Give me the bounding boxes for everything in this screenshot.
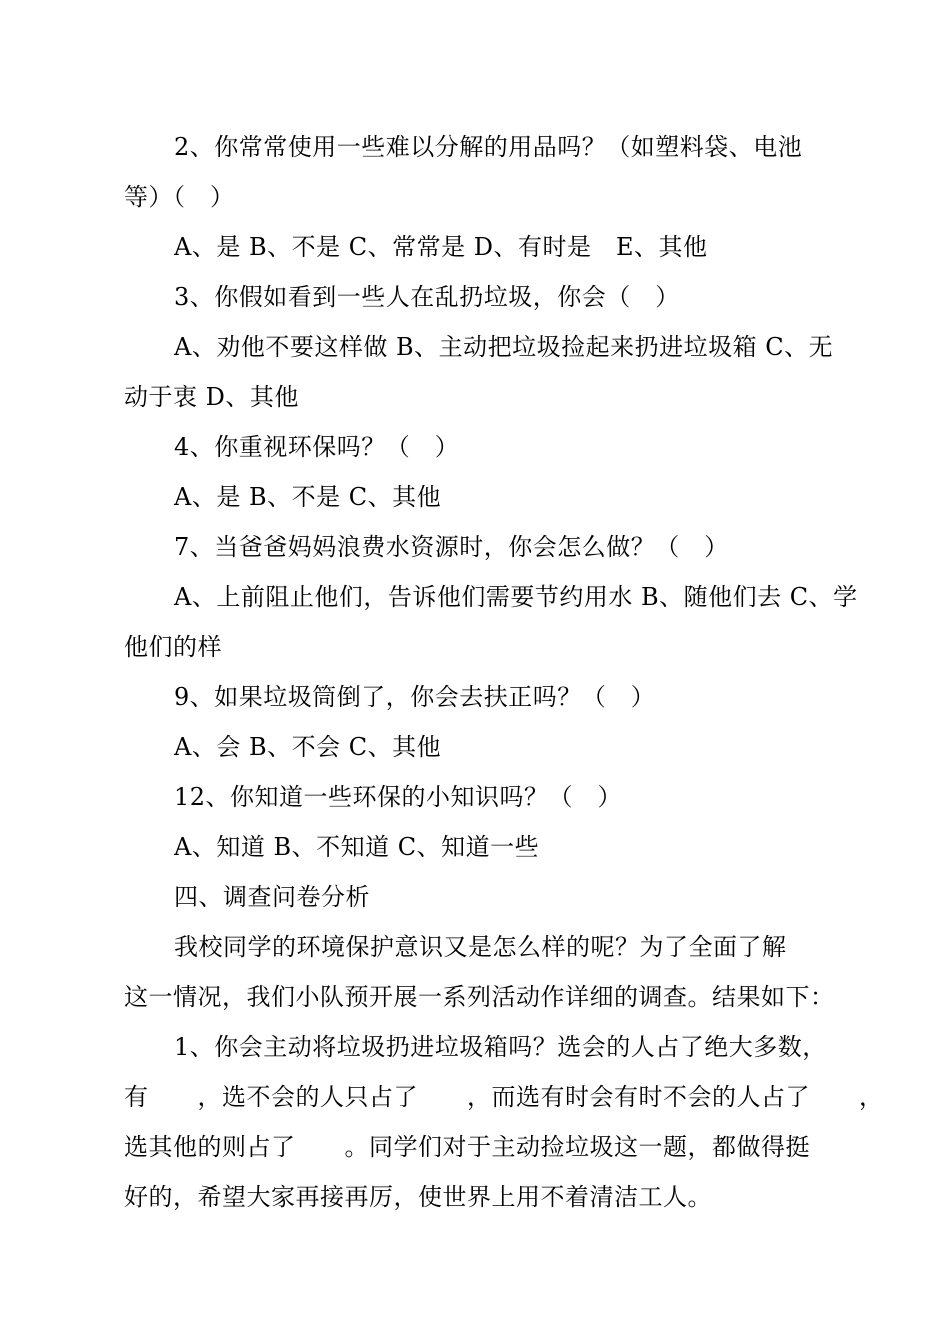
paragraph-line: 这一情况，我们小队预开展一系列活动作详细的调查。结果如下： [124, 983, 835, 1011]
paragraph-line: 他们的样 [124, 633, 222, 661]
paragraph-line: 我校同学的环境保护意识又是怎么样的呢？为了全面了解 [174, 933, 787, 961]
paragraph-line: 有 ，选不会的人只占了 ，而选有时会有时不会的人占了 ， [124, 1083, 884, 1111]
section-heading: 四、调查问卷分析 [174, 883, 370, 911]
paragraph-line: 4、你重视环保吗？（ ） [174, 433, 460, 461]
paragraph-line: A、是 B、不是 C、常常是 D、有时是 E、其他 [174, 233, 708, 261]
paragraph-line: 2、你常常使用一些难以分解的用品吗？（如塑料袋、电池 [174, 133, 803, 161]
document-page [124, 122, 884, 1222]
paragraph-line: 选其他的则占了 。同学们对于主动捡垃圾这一题，都做得挺 [124, 1133, 810, 1161]
paragraph-line: 12、你知道一些环保的小知识吗？（ ） [174, 783, 623, 811]
paragraph-line: 动于衷 D、其他 [124, 383, 299, 411]
paragraph-line: A、是 B、不是 C、其他 [174, 483, 442, 511]
paragraph-line: 1、你会主动将垃圾扔进垃圾箱吗？选会的人占了绝大多数， [174, 1033, 827, 1061]
paragraph-line: A、会 B、不会 C、其他 [174, 733, 442, 761]
paragraph-line: A、知道 B、不知道 C、知道一些 [174, 833, 540, 861]
paragraph-line: 等）（ ） [124, 183, 235, 211]
paragraph-line: 7、当爸爸妈妈浪费水资源时，你会怎么做？（ ） [174, 533, 729, 561]
paragraph-line: A、上前阻止他们，告诉他们需要节约用水 B、随他们去 C、学 [174, 583, 858, 611]
paragraph-line: 3、你假如看到一些人在乱扔垃圾，你会（ ） [174, 283, 680, 311]
paragraph-line: A、劝他不要这样做 B、主动把垃圾捡起来扔进垃圾箱 C、无 [174, 333, 834, 361]
paragraph-line: 好的，希望大家再接再厉，使世界上用不着清洁工人。 [124, 1183, 712, 1211]
paragraph-line: 9、如果垃圾筒倒了，你会去扶正吗？（ ） [174, 683, 656, 711]
